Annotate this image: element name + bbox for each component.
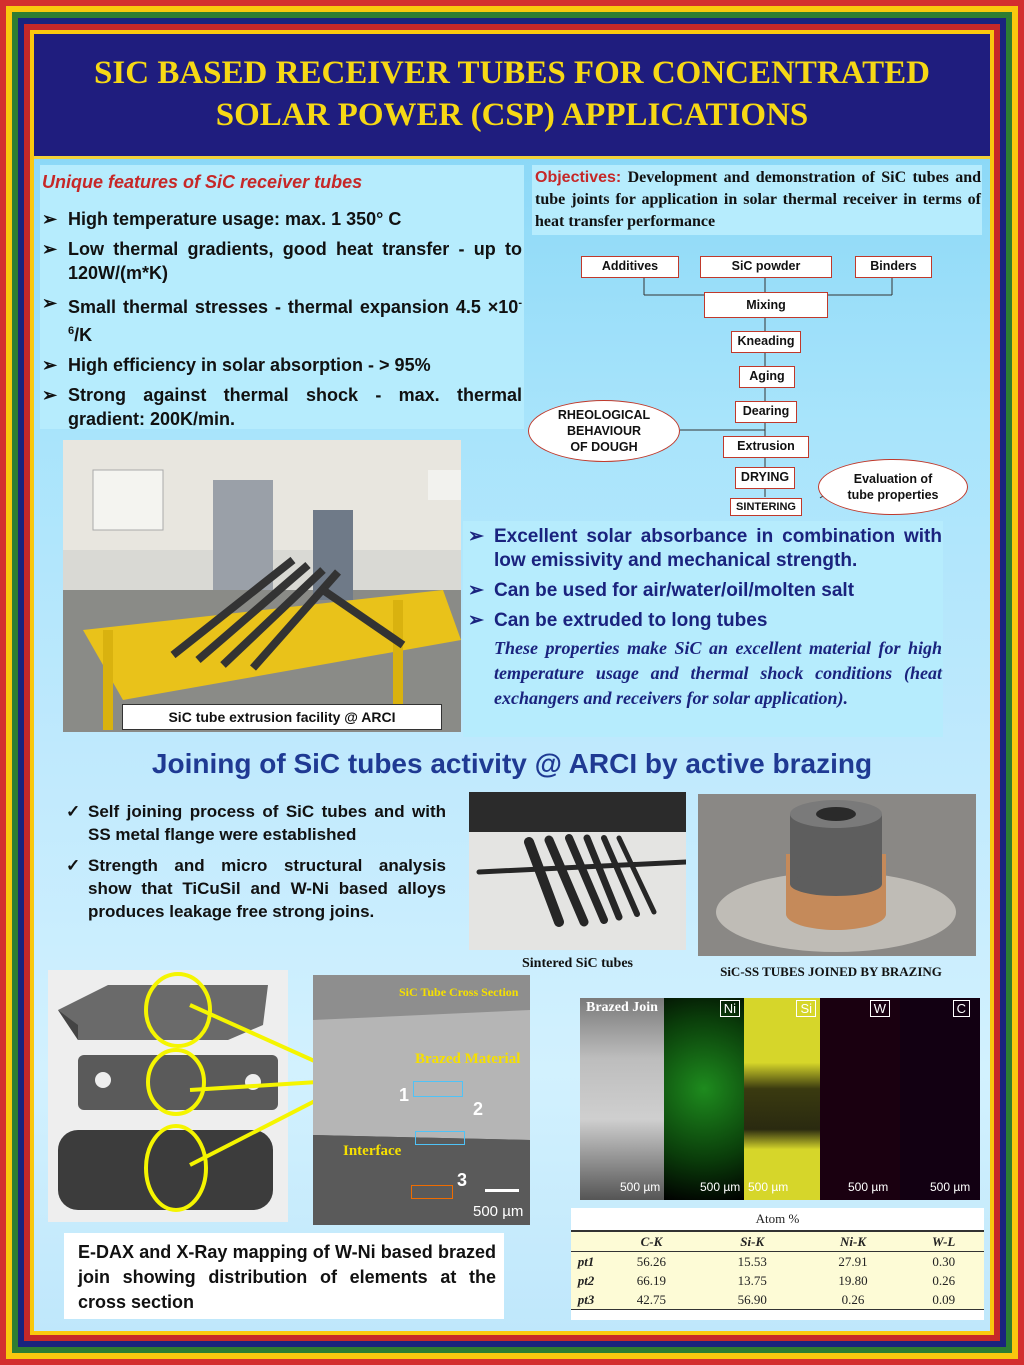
arrow-bullet-icon: ➢ (42, 385, 58, 405)
feature-item: ➢ High efficiency in solar absorption - > 95% (42, 355, 431, 375)
atom-table (571, 1232, 984, 1310)
title-line-2: SOLAR POWER (CSP) APPLICATIONS (215, 97, 809, 133)
map-panel-c-label: C (953, 1000, 970, 1017)
flow-dearing: Dearing (735, 401, 797, 423)
flow-extrusion: Extrusion (723, 436, 809, 458)
flow-sic-powder: SiC powder (700, 256, 832, 278)
arrow-bullet-icon: ➢ (42, 209, 58, 229)
facility-caption: SiC tube extrusion facility @ ARCI (122, 704, 442, 730)
map-scale-label: 500 µm (748, 1180, 789, 1194)
flow-sintering: SINTERING (730, 498, 802, 516)
feature-item: ➢ High temperature usage: max. 1 350° C (42, 209, 402, 229)
advantage-item: ➢ Can be used for air/water/oil/molten salt (468, 580, 855, 601)
sem-point-1: 1 (399, 1085, 410, 1105)
map-panel-ni (664, 998, 744, 1200)
objectives-label: Objectives: (535, 169, 622, 186)
check-icon: ✓ (66, 856, 81, 875)
xray-mapping-strip (580, 998, 980, 1200)
joining-item: ✓ Strength and micro structural analysis show that TiCuSil and W-Ni based alloys produces leakage free strong joins. (66, 856, 446, 921)
joining-list (66, 800, 446, 931)
sem-micrograph (313, 975, 530, 1225)
sem-scale-label: 500 µm (473, 1203, 524, 1220)
sem-point-3: 3 (457, 1170, 468, 1190)
map-panel-si-label: Si (796, 1000, 816, 1017)
edax-caption: E-DAX and X-Ray mapping of W-Ni based brazed join showing distribution of elements at the cross section (78, 1242, 496, 1312)
sem-box-3 (411, 1185, 453, 1199)
feature-item: ➢ Low thermal gradients, good heat transfer - up to 120W/(m*K) (42, 239, 522, 283)
flow-kneading: Kneading (731, 331, 801, 353)
map-panel-w (820, 998, 900, 1200)
flow-rheology-oval: RHEOLOGICAL BEHAVIOUR OF DOUGH (528, 400, 680, 462)
flow-aging: Aging (739, 366, 795, 388)
sem-scale-bar (485, 1189, 519, 1192)
sintered-tubes-caption: Sintered SiC tubes (522, 956, 633, 971)
joining-item: ✓ Self joining process of SiC tubes and with SS metal flange were established (66, 802, 446, 844)
table-row: pt2 66.19 13.75 19.80 0.26 (577, 1272, 956, 1288)
joined-tube-caption: SiC-SS TUBES JOINED BY BRAZING (720, 964, 942, 979)
extrusion-facility-photo (63, 440, 461, 732)
table-row: pt3 42.75 56.90 0.26 0.09 (571, 1290, 984, 1310)
sem-interface-label: Interface (343, 1143, 402, 1159)
sem-point-2: 2 (473, 1099, 484, 1119)
sem-box-2 (415, 1131, 465, 1145)
flow-evaluation-oval: Evaluation of tube properties (818, 459, 968, 515)
map-panel-brazed (580, 998, 664, 1200)
advantages-note: These properties make SiC an excellent material for high temperature usage and thermal shock conditions (heat exchangers and receivers for solar application). (494, 638, 942, 708)
sem-box-1 (413, 1081, 463, 1097)
arrow-bullet-icon: ➢ (468, 526, 484, 547)
map-panel-brazed-label: Brazed Join (586, 1000, 658, 1015)
features-heading: Unique features of SiC receiver tubes (42, 172, 363, 192)
map-panel-c (900, 998, 980, 1200)
sintered-tubes-photo (469, 792, 686, 950)
poster-title (34, 52, 990, 136)
joined-tube-photo (698, 794, 976, 956)
sem-brazed-material-label: Brazed Material (415, 1051, 521, 1067)
arrow-bullet-icon: ➢ (42, 239, 58, 259)
atom-table-panel (571, 1208, 984, 1320)
map-panel-ni-label: Ni (720, 1000, 740, 1017)
feature-item: ➢ Small thermal stresses - thermal expansion $4.5 \times 10^{-6}/K$ (42, 293, 522, 345)
table-row: pt1 56.26 15.53 27.91 0.30 (577, 1253, 956, 1269)
map-panel-w-label: W (870, 1000, 890, 1017)
sem-cross-section-label: SiC Tube Cross Section (399, 985, 519, 999)
flow-binders: Binders (855, 256, 932, 278)
map-scale-label: 500 µm (930, 1180, 971, 1194)
extrusion-facility-illustration (63, 440, 461, 732)
advantage-item: ➢ Excellent solar absorbance in combination with low emissivity and mechanical strength. (468, 526, 942, 571)
flow-additives: Additives (581, 256, 679, 278)
advantage-item: ➢ Can be extruded to long tubes (468, 610, 768, 631)
title-line-1: SIC BASED RECEIVER TUBES FOR CONCENTRATED (94, 55, 930, 91)
features-list (40, 207, 522, 437)
joining-heading: Joining of SiC tubes activity @ ARCI by active brazing (151, 748, 873, 779)
flow-mixing: Mixing (704, 292, 828, 318)
atom-table-wrap (571, 1230, 984, 1310)
map-scale-label: 500 µm (620, 1180, 661, 1194)
arrow-bullet-icon: ➢ (468, 580, 484, 601)
feature-item: ➢ Strong against thermal shock - max. thermal gradient: 200K/min. (42, 385, 522, 429)
check-icon: ✓ (66, 802, 81, 821)
map-scale-label: 500 µm (700, 1180, 741, 1194)
atom-table-header: C-K Si-K Ni-K W-L (571, 1232, 984, 1252)
atom-table-title: Atom % (755, 1211, 800, 1226)
sintered-tubes-illustration (469, 792, 686, 950)
map-scale-label: 500 µm (848, 1180, 889, 1194)
objectives-text: Objectives: Development and demonstration of SiC tubes and tube joints for application in solar thermal receiver in terms of heat transfer performance (535, 169, 981, 230)
advantages-list (466, 525, 942, 633)
map-panel-si (744, 998, 820, 1200)
arrow-bullet-icon: ➢ (468, 610, 484, 631)
flow-drying: DRYING (735, 467, 795, 489)
joined-tube-illustration (698, 794, 976, 956)
arrow-bullet-icon: ➢ (42, 355, 58, 375)
arrow-bullet-icon: ➢ (42, 293, 58, 313)
